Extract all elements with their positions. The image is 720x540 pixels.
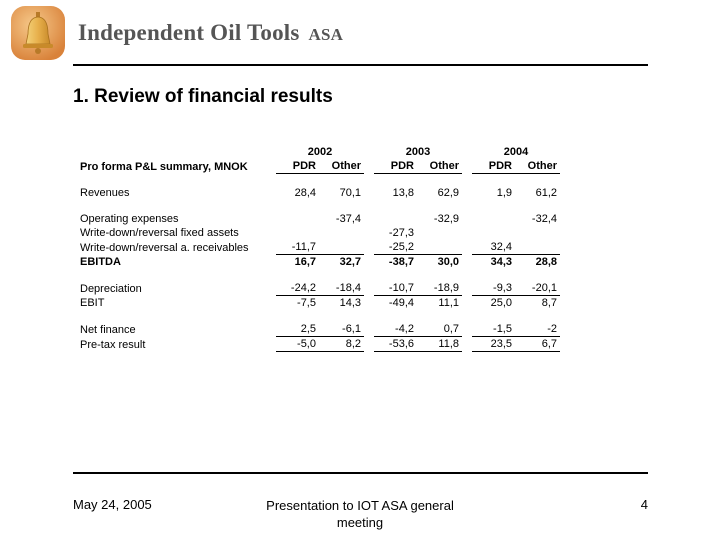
year-2002: 2002 — [307, 146, 333, 158]
table-row — [76, 212, 560, 226]
footer-date: May 24, 2005 — [73, 497, 152, 512]
pl-summary-table — [76, 145, 560, 352]
footer-presentation-title: Presentation to IOT ASA general meeting — [266, 498, 454, 530]
table-cell — [472, 226, 515, 240]
row-label: Pre-tax result — [80, 338, 146, 351]
company-name-main: Independent Oil Tools — [78, 20, 300, 45]
table-cell — [417, 226, 462, 240]
table-cell: -27,3 — [388, 227, 414, 239]
table-cell: -9,3 — [472, 281, 515, 296]
slide-title: 1. Review of financial results — [73, 86, 333, 107]
company-name-suffix: ASA — [308, 25, 344, 44]
table-cell: -25,2 — [374, 240, 417, 255]
table-cell: 13,8 — [392, 187, 414, 199]
table-cell: -37,4 — [335, 213, 361, 225]
table-cell: 2,5 — [276, 322, 319, 337]
col-header-other: Other — [417, 159, 462, 174]
table-row — [76, 296, 560, 311]
table-cell: -32,4 — [531, 213, 557, 225]
table-cell: 11,1 — [438, 297, 459, 309]
table-cell: 6,7 — [515, 337, 560, 352]
table-row — [76, 240, 560, 255]
table-cell: -2 — [515, 322, 560, 337]
table-cell: -1,5 — [472, 322, 515, 337]
row-label: Write-down/reversal a. receivables — [80, 241, 249, 254]
table-cell: 1,9 — [496, 187, 512, 199]
col-header-other: Other — [319, 159, 364, 174]
table-row — [76, 255, 560, 270]
table-cell: 25,0 — [490, 297, 512, 309]
year-header-row — [76, 145, 560, 159]
table-row — [76, 322, 560, 337]
header-divider — [73, 64, 648, 66]
table-cell — [276, 212, 319, 226]
table-cell: -18,9 — [417, 281, 462, 296]
table-cell: 23,5 — [472, 337, 515, 352]
col-header-other: Other — [515, 159, 560, 174]
col-header-pdr: PDR — [472, 159, 515, 174]
table-cell — [515, 226, 560, 240]
bell-logo-icon — [9, 4, 67, 62]
table-cell: -32,9 — [433, 213, 459, 225]
table-cell — [319, 240, 364, 255]
table-cell: 70,1 — [339, 187, 361, 199]
table-cell: 28,4 — [294, 187, 316, 199]
table-cell: 8,2 — [319, 337, 364, 352]
table-cell: -10,7 — [374, 281, 417, 296]
table-cell: -49,4 — [388, 297, 414, 309]
table-cell: 28,8 — [535, 256, 557, 268]
row-label: Operating expenses — [80, 213, 179, 225]
table-cell: -4,2 — [374, 322, 417, 337]
col-header-pdr: PDR — [374, 159, 417, 174]
company-name — [78, 20, 343, 46]
row-label: Net finance — [80, 323, 136, 336]
table-row — [76, 226, 560, 240]
row-label: Depreciation — [80, 282, 142, 295]
table-cell: 8,7 — [541, 297, 557, 309]
table-cell: -24,2 — [276, 281, 319, 296]
table-cell — [417, 240, 462, 255]
table-cell: -11,7 — [276, 240, 319, 255]
col-header-pdr: PDR — [276, 159, 319, 174]
page-number: 4 — [640, 497, 648, 512]
row-label: Revenues — [80, 187, 130, 199]
table-cell: 34,3 — [490, 256, 512, 268]
table-cell: 32,7 — [339, 256, 361, 268]
table-cell: 0,7 — [417, 322, 462, 337]
table-cell: 30,0 — [437, 256, 459, 268]
table-cell: 32,4 — [472, 240, 515, 255]
table-cell: 11,8 — [417, 337, 462, 352]
table-cell: -6,1 — [319, 322, 364, 337]
table-cell: -18,4 — [319, 281, 364, 296]
table-cell — [515, 240, 560, 255]
column-header-row — [76, 159, 560, 174]
table-row — [76, 186, 560, 200]
year-2004: 2004 — [503, 146, 529, 158]
table-cell — [374, 212, 417, 226]
table-cell — [472, 212, 515, 226]
table-cell — [319, 226, 364, 240]
table-cell: -7,5 — [297, 297, 316, 309]
table-cell — [276, 226, 319, 240]
table-row — [76, 281, 560, 296]
footer-divider — [73, 472, 648, 474]
row-label: Write-down/reversal fixed assets — [80, 227, 239, 239]
row-header-label: Pro forma P&L summary, MNOK — [80, 160, 248, 173]
table-cell: 14,3 — [339, 297, 361, 309]
table-cell: -20,1 — [515, 281, 560, 296]
row-label: EBITDA — [80, 256, 121, 268]
table-cell: 62,9 — [437, 187, 459, 199]
row-label: EBIT — [80, 297, 105, 309]
table-cell: 61,2 — [535, 187, 557, 199]
table-cell: -5,0 — [276, 337, 319, 352]
table-cell: -38,7 — [388, 256, 414, 268]
table-row — [76, 337, 560, 352]
table-cell: 16,7 — [294, 256, 316, 268]
year-2003: 2003 — [405, 146, 431, 158]
table-cell: -53,6 — [374, 337, 417, 352]
